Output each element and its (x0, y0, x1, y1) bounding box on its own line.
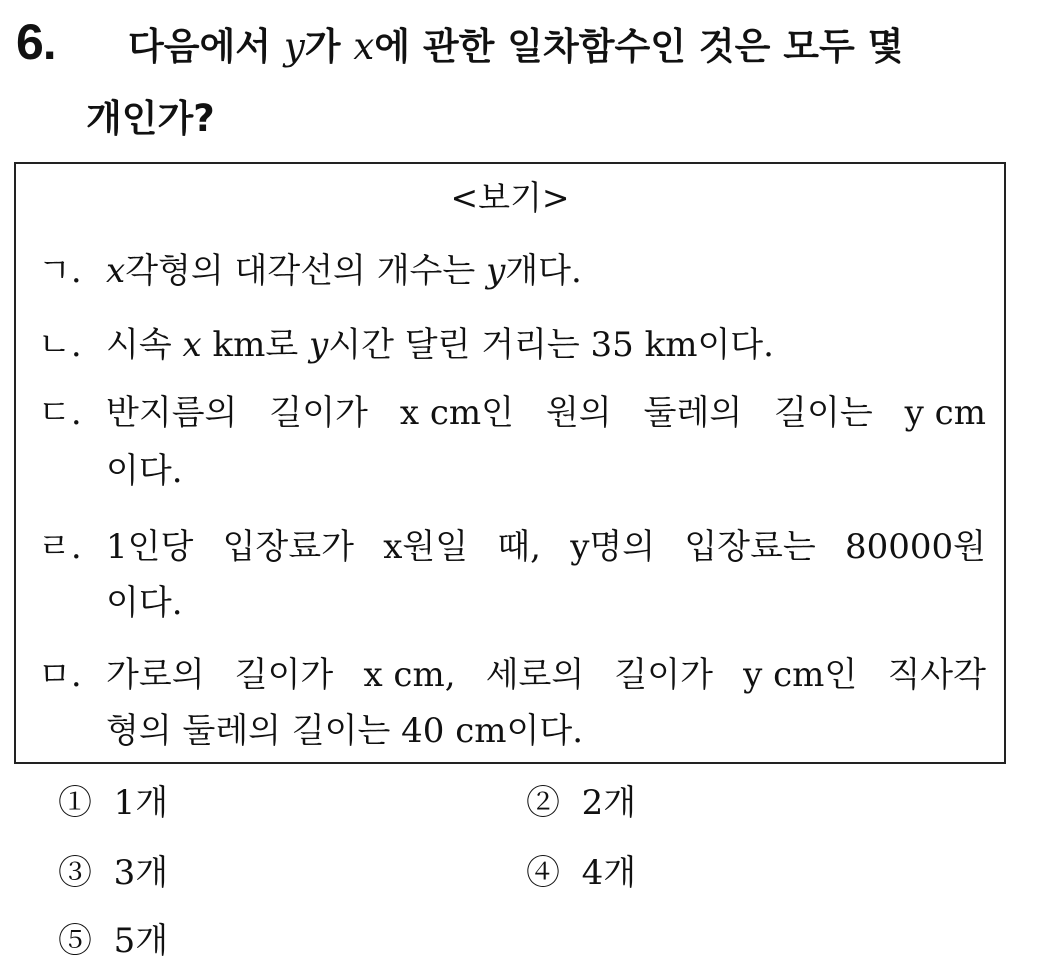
item-mark-e: ㅁ. (38, 655, 82, 695)
choice-5[interactable] (58, 920, 168, 962)
choice-4[interactable] (526, 852, 636, 894)
item-word: x cm, (363, 655, 456, 695)
item-mark-c: ㄷ. (38, 393, 82, 433)
item-word: 둘레의 (643, 393, 743, 433)
item-text: 각형의 대각선의 개수는 (125, 251, 487, 291)
variable-y: y (309, 325, 329, 365)
item-mark-d: ㄹ. (38, 527, 82, 567)
item-mark-b: ㄴ. (38, 325, 82, 365)
choice-label: 3개 (113, 853, 169, 893)
item-word: x cm인 (399, 393, 514, 433)
variable-x: x (182, 325, 202, 365)
choice-number: ③ (58, 853, 92, 893)
question-text-part: 다음에서 (128, 25, 284, 68)
item-word: 입장료가 (222, 527, 354, 567)
choice-number: ① (58, 783, 92, 823)
item-word: y명의 (570, 527, 656, 567)
question-text-part: 에 관한 일차함수인 것은 모두 몇 (374, 25, 904, 68)
item-word: 세로의 (485, 655, 585, 695)
item-d-line-1 (106, 526, 986, 568)
item-word: 길이가 (269, 393, 368, 433)
variable-y: y (486, 251, 506, 291)
variable-x: x (353, 25, 375, 68)
item-word: y cm (904, 393, 986, 433)
question-stem-line-2: 개인가? (86, 97, 215, 140)
item-word: 때, (497, 527, 541, 567)
choice-2[interactable] (526, 782, 636, 824)
item-e-line-2: 형의 둘레의 길이는 40 cm이다. (106, 711, 584, 751)
choice-1[interactable] (58, 782, 168, 824)
item-word: y cm인 (743, 655, 858, 695)
item-word: 길이가 (234, 655, 334, 695)
choice-label: 1개 (113, 783, 169, 823)
item-word: 가로의 (106, 655, 205, 695)
item-c-line-1 (106, 392, 986, 434)
item-word: 직사각 (887, 655, 986, 695)
item-word: 입장료는 (684, 527, 816, 567)
item-word: 길이는 (774, 393, 873, 433)
choice-label: 4개 (581, 853, 637, 893)
choice-label: 2개 (581, 783, 637, 823)
item-d-line-2: 이다. (106, 583, 183, 623)
item-word: 80000원 (844, 527, 986, 567)
item-word: x원일 (383, 527, 469, 567)
variable-y: y (283, 25, 305, 68)
item-text: 개다. (505, 251, 582, 291)
question-number: 6. (16, 14, 56, 70)
item-word: 반지름의 (106, 393, 238, 433)
question-stem-line-1 (128, 24, 903, 70)
item-text: 시속 (106, 325, 183, 365)
item-word: 원의 (545, 393, 612, 433)
item-text: km로 (201, 325, 309, 365)
variable-x: x (106, 251, 126, 291)
choice-number: ⑤ (58, 921, 92, 961)
item-word: 길이가 (614, 655, 713, 695)
choice-label: 5개 (113, 921, 169, 961)
item-word: 1인당 (106, 527, 194, 567)
item-e-line-1 (106, 654, 986, 696)
choice-number: ④ (526, 853, 560, 893)
item-mark-a: ㄱ. (38, 251, 82, 291)
choice-number: ② (526, 783, 560, 823)
question-text-part: 가 (304, 25, 354, 68)
item-b-line-1 (106, 324, 774, 366)
example-box-title: <보기> (450, 178, 570, 217)
item-c-line-2: 이다. (106, 451, 183, 491)
item-text: 시간 달린 거리는 35 km이다. (328, 325, 774, 365)
choice-3[interactable] (58, 852, 168, 894)
example-box (14, 162, 1006, 764)
item-a-line-1 (106, 250, 582, 292)
